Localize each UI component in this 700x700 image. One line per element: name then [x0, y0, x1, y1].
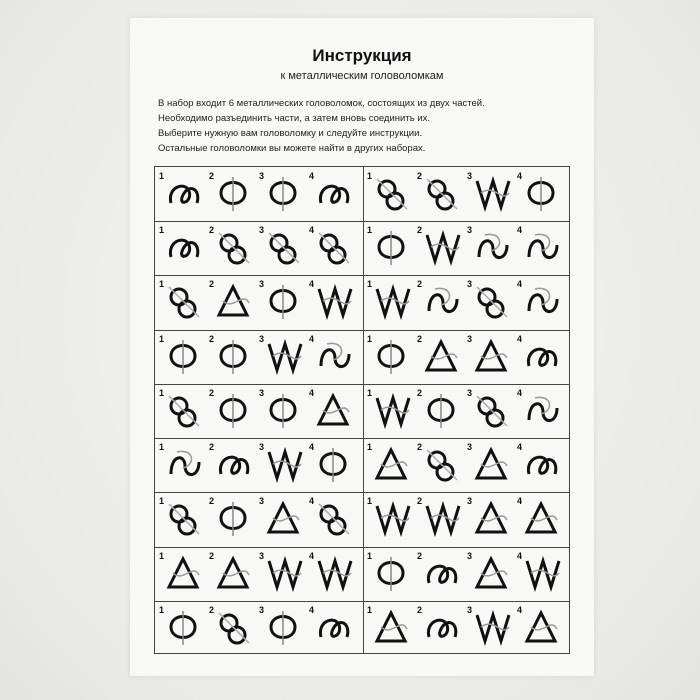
puzzle-step — [415, 601, 467, 655]
step-number: 3 — [259, 442, 265, 453]
step-number: 2 — [209, 225, 215, 236]
wire-puzzle-illustration — [421, 607, 463, 649]
puzzle-step — [365, 384, 417, 438]
puzzle-step — [307, 601, 359, 655]
puzzle-step — [465, 275, 517, 329]
puzzle-step — [415, 384, 467, 438]
puzzle-row — [155, 384, 363, 438]
wire-puzzle-illustration — [521, 173, 563, 215]
step-number: 3 — [467, 550, 473, 561]
step-number: 4 — [517, 550, 523, 561]
step-number: 1 — [159, 442, 165, 453]
wire-puzzle-illustration — [371, 281, 413, 323]
wire-puzzle-illustration — [313, 281, 355, 323]
wire-puzzle-illustration — [521, 553, 563, 595]
puzzle-row — [155, 438, 363, 492]
step-number: 1 — [159, 387, 165, 398]
puzzle-step — [365, 601, 417, 655]
step-number: 4 — [309, 442, 315, 453]
puzzle-row — [363, 167, 571, 221]
wire-puzzle-illustration — [313, 227, 355, 269]
puzzle-step — [257, 492, 309, 546]
intro-line: Выберите нужную вам головоломку и следуйте инструкции. — [158, 128, 423, 139]
wire-puzzle-illustration — [421, 444, 463, 486]
puzzle-row — [155, 221, 363, 275]
wire-puzzle-illustration — [163, 227, 205, 269]
step-number: 4 — [517, 279, 523, 290]
puzzle-row — [363, 438, 571, 492]
puzzle-step — [365, 438, 417, 492]
step-number: 4 — [517, 171, 523, 181]
puzzle-step — [515, 438, 567, 492]
step-number: 3 — [259, 550, 265, 561]
puzzle-step — [157, 547, 209, 601]
step-number: 2 — [209, 550, 215, 561]
puzzle-step — [307, 275, 359, 329]
step-number: 1 — [159, 496, 165, 507]
step-number: 3 — [467, 225, 473, 236]
wire-puzzle-illustration — [213, 390, 255, 432]
puzzle-step — [207, 601, 259, 655]
puzzle-step — [415, 330, 467, 384]
step-number: 4 — [517, 496, 523, 507]
step-number: 2 — [209, 171, 215, 181]
step-number: 1 — [159, 550, 165, 561]
puzzle-step — [157, 330, 209, 384]
puzzle-step — [465, 438, 517, 492]
wire-puzzle-illustration — [213, 607, 255, 649]
wire-puzzle-illustration — [371, 607, 413, 649]
step-number: 1 — [367, 496, 373, 507]
wire-puzzle-illustration — [313, 607, 355, 649]
puzzle-step — [465, 601, 517, 655]
wire-puzzle-illustration — [521, 607, 563, 649]
puzzle-step — [307, 167, 359, 221]
step-number: 3 — [259, 604, 265, 615]
wire-puzzle-illustration — [263, 281, 305, 323]
step-number: 3 — [259, 279, 265, 290]
puzzle-row — [363, 384, 571, 438]
puzzle-step — [307, 547, 359, 601]
puzzle-step — [257, 167, 309, 221]
puzzle-step — [207, 438, 259, 492]
wire-puzzle-illustration — [371, 498, 413, 540]
step-number: 2 — [209, 442, 215, 453]
step-number: 1 — [367, 442, 373, 453]
step-number: 1 — [159, 279, 165, 290]
page-subtitle: к металлическим головоломкам — [280, 70, 444, 82]
wire-puzzle-illustration — [313, 390, 355, 432]
wire-puzzle-illustration — [263, 336, 305, 378]
instruction-sheet — [130, 18, 594, 676]
puzzle-step — [307, 492, 359, 546]
step-number: 4 — [309, 387, 315, 398]
puzzle-step — [515, 547, 567, 601]
puzzle-step — [465, 384, 517, 438]
puzzle-step — [465, 330, 517, 384]
wire-puzzle-illustration — [213, 281, 255, 323]
puzzle-step — [365, 492, 417, 546]
step-number: 4 — [309, 225, 315, 236]
step-number: 2 — [209, 387, 215, 398]
wire-puzzle-illustration — [421, 553, 463, 595]
step-number: 3 — [259, 387, 265, 398]
wire-puzzle-illustration — [521, 281, 563, 323]
puzzle-step — [465, 167, 517, 221]
puzzle-step — [365, 167, 417, 221]
puzzle-step — [257, 221, 309, 275]
step-number: 4 — [517, 225, 523, 236]
wire-puzzle-illustration — [471, 498, 513, 540]
step-number: 2 — [209, 333, 215, 344]
wire-puzzle-illustration — [471, 444, 513, 486]
wire-puzzle-illustration — [313, 336, 355, 378]
puzzle-row — [363, 275, 571, 329]
puzzle-step — [515, 221, 567, 275]
wire-puzzle-illustration — [371, 173, 413, 215]
wire-puzzle-illustration — [163, 390, 205, 432]
puzzle-step — [415, 547, 467, 601]
puzzle-step — [157, 601, 209, 655]
step-number: 2 — [209, 604, 215, 615]
puzzle-row — [155, 275, 363, 329]
step-number: 1 — [159, 604, 165, 615]
wire-puzzle-illustration — [163, 173, 205, 215]
puzzle-step — [515, 275, 567, 329]
wire-puzzle-illustration — [213, 498, 255, 540]
wire-puzzle-illustration — [471, 336, 513, 378]
wire-puzzle-illustration — [213, 444, 255, 486]
wire-puzzle-illustration — [263, 444, 305, 486]
intro-text — [158, 96, 578, 156]
puzzle-steps-grid — [154, 166, 570, 654]
wire-puzzle-illustration — [421, 498, 463, 540]
step-number: 3 — [467, 496, 473, 507]
wire-puzzle-illustration — [263, 553, 305, 595]
step-number: 2 — [417, 550, 423, 561]
puzzle-row — [155, 492, 363, 546]
puzzle-step — [415, 167, 467, 221]
puzzle-step — [365, 221, 417, 275]
step-number: 3 — [259, 225, 265, 236]
puzzle-step — [207, 384, 259, 438]
puzzle-row — [155, 167, 363, 221]
wire-puzzle-illustration — [313, 444, 355, 486]
step-number: 1 — [367, 279, 373, 290]
wire-puzzle-illustration — [521, 498, 563, 540]
intro-line: Остальные головоломки вы можете найти в других наборах. — [158, 143, 426, 154]
wire-puzzle-illustration — [163, 444, 205, 486]
wire-puzzle-illustration — [263, 607, 305, 649]
puzzle-step — [365, 547, 417, 601]
wire-puzzle-illustration — [313, 173, 355, 215]
wire-puzzle-illustration — [421, 281, 463, 323]
wire-puzzle-illustration — [521, 336, 563, 378]
wire-puzzle-illustration — [421, 336, 463, 378]
puzzle-step — [257, 275, 309, 329]
puzzle-step — [157, 221, 209, 275]
wire-puzzle-illustration — [163, 553, 205, 595]
wire-puzzle-illustration — [313, 553, 355, 595]
wire-puzzle-illustration — [163, 498, 205, 540]
step-number: 2 — [417, 279, 423, 290]
puzzle-step — [157, 167, 209, 221]
puzzle-step — [207, 167, 259, 221]
step-number: 4 — [309, 604, 315, 615]
page-title: Инструкция — [312, 46, 412, 65]
wire-puzzle-illustration — [521, 227, 563, 269]
step-number: 4 — [517, 604, 523, 615]
step-number: 4 — [309, 333, 315, 344]
wire-puzzle-illustration — [471, 173, 513, 215]
step-number: 2 — [417, 387, 423, 398]
step-number: 4 — [517, 333, 523, 344]
step-number: 4 — [309, 550, 315, 561]
puzzle-step — [157, 492, 209, 546]
wire-puzzle-illustration — [213, 553, 255, 595]
puzzle-step — [257, 547, 309, 601]
step-number: 2 — [209, 496, 215, 507]
wire-puzzle-illustration — [213, 173, 255, 215]
puzzle-step — [415, 492, 467, 546]
puzzle-step — [515, 601, 567, 655]
puzzle-step — [515, 167, 567, 221]
puzzle-step — [307, 384, 359, 438]
wire-puzzle-illustration — [471, 390, 513, 432]
puzzle-step — [465, 221, 517, 275]
puzzle-step — [365, 275, 417, 329]
puzzle-step — [415, 221, 467, 275]
step-number: 1 — [367, 604, 373, 615]
puzzle-row — [363, 601, 571, 655]
puzzle-step — [515, 384, 567, 438]
wire-puzzle-illustration — [471, 607, 513, 649]
wire-puzzle-illustration — [371, 227, 413, 269]
puzzle-step — [465, 547, 517, 601]
step-number: 1 — [367, 333, 373, 344]
wire-puzzle-illustration — [421, 227, 463, 269]
puzzle-row — [155, 547, 363, 601]
puzzle-step — [365, 330, 417, 384]
step-number: 3 — [467, 171, 473, 181]
puzzle-step — [307, 438, 359, 492]
step-number: 3 — [467, 279, 473, 290]
puzzle-row — [155, 330, 363, 384]
puzzle-step — [207, 330, 259, 384]
puzzle-step — [257, 601, 309, 655]
puzzle-step — [465, 492, 517, 546]
step-number: 2 — [417, 171, 423, 181]
wire-puzzle-illustration — [371, 336, 413, 378]
step-number: 3 — [259, 333, 265, 344]
step-number: 3 — [259, 496, 265, 507]
wire-puzzle-illustration — [521, 390, 563, 432]
puzzle-step — [307, 221, 359, 275]
wire-puzzle-illustration — [371, 444, 413, 486]
step-number: 4 — [517, 387, 523, 398]
puzzle-row — [363, 492, 571, 546]
puzzle-row — [155, 601, 363, 655]
puzzle-step — [257, 384, 309, 438]
puzzle-step — [207, 275, 259, 329]
step-number: 3 — [467, 442, 473, 453]
step-number: 3 — [467, 387, 473, 398]
puzzle-step — [257, 438, 309, 492]
step-number: 1 — [367, 171, 373, 181]
puzzle-step — [207, 547, 259, 601]
intro-line: Необходимо разъединить части, а затем вновь соединить их. — [158, 113, 430, 124]
puzzle-step — [515, 492, 567, 546]
intro-line: В набор входит 6 металлических головоломок, состоящих из двух частей. — [158, 98, 485, 109]
wire-puzzle-illustration — [421, 390, 463, 432]
puzzle-step — [307, 330, 359, 384]
step-number: 2 — [417, 333, 423, 344]
step-number: 2 — [417, 604, 423, 615]
wire-puzzle-illustration — [263, 390, 305, 432]
wire-puzzle-illustration — [421, 173, 463, 215]
step-number: 2 — [209, 279, 215, 290]
wire-puzzle-illustration — [163, 281, 205, 323]
puzzle-step — [157, 438, 209, 492]
puzzle-step — [515, 330, 567, 384]
step-number: 4 — [517, 442, 523, 453]
puzzle-step — [415, 275, 467, 329]
step-number: 2 — [417, 496, 423, 507]
puzzle-row — [363, 547, 571, 601]
step-number: 2 — [417, 225, 423, 236]
step-number: 1 — [367, 550, 373, 561]
step-number: 4 — [309, 496, 315, 507]
wire-puzzle-illustration — [471, 553, 513, 595]
puzzle-row — [363, 330, 571, 384]
step-number: 1 — [159, 333, 165, 344]
step-number: 3 — [467, 333, 473, 344]
wire-puzzle-illustration — [521, 444, 563, 486]
step-number: 1 — [159, 225, 165, 236]
wire-puzzle-illustration — [471, 281, 513, 323]
wire-puzzle-illustration — [471, 227, 513, 269]
puzzle-step — [157, 275, 209, 329]
step-number: 3 — [259, 171, 265, 181]
wire-puzzle-illustration — [163, 607, 205, 649]
step-number: 1 — [159, 171, 165, 181]
step-number: 4 — [309, 279, 315, 290]
puzzle-step — [415, 438, 467, 492]
wire-puzzle-illustration — [213, 336, 255, 378]
wire-puzzle-illustration — [263, 173, 305, 215]
puzzle-step — [157, 384, 209, 438]
wire-puzzle-illustration — [313, 498, 355, 540]
puzzle-row — [363, 221, 571, 275]
wire-puzzle-illustration — [213, 227, 255, 269]
step-number: 3 — [467, 604, 473, 615]
wire-puzzle-illustration — [263, 498, 305, 540]
wire-puzzle-illustration — [263, 227, 305, 269]
puzzle-step — [257, 330, 309, 384]
step-number: 1 — [367, 225, 373, 236]
wire-puzzle-illustration — [371, 390, 413, 432]
puzzle-step — [207, 221, 259, 275]
puzzle-step — [207, 492, 259, 546]
wire-puzzle-illustration — [163, 336, 205, 378]
step-number: 2 — [417, 442, 423, 453]
wire-puzzle-illustration — [371, 553, 413, 595]
step-number: 1 — [367, 387, 373, 398]
step-number: 4 — [309, 171, 315, 181]
